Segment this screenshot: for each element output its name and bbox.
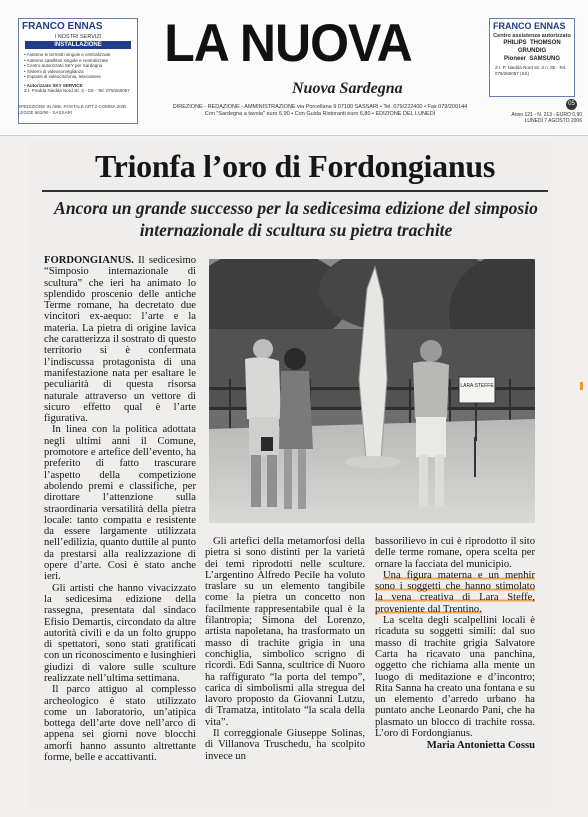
- headline-rule: [42, 190, 548, 192]
- paragraph: Il correggionale Giuseppe Solinas, di Villanova Truschedu, ha scolpito invece un: [205, 728, 365, 762]
- paragraph: bassorilievo in cui è riprodotto il sito delle terme romane, opera scelta per ornare la facciata del municipio.: [375, 536, 535, 570]
- brand-philips: PHILIPS: [503, 40, 527, 46]
- ad-line: • Antenne tv terrestri singole e centralizzate: [24, 52, 111, 57]
- masthead-editions: Con "Sardegna a tavola" euro 6,90 • Con Guida Ristoranti euro 6,80 • EDIZIONE DEL LUNEDÌ: [204, 111, 436, 117]
- ad-service-list: [19, 50, 137, 96]
- highlighted-paragraph: [375, 570, 535, 615]
- highlight-mark: [580, 382, 583, 390]
- masthead-address: DIREZIONE - REDAZIONE - AMMINISTRAZIONE via Porcellana 9 07100 SASSARI • Tel. 079/222400 • Fax 079/200144: [172, 104, 468, 110]
- ad-line: • Sistemi di videosorveglianza: [24, 68, 84, 74]
- ad-subtitle: I NOSTRI SERVIZI: [54, 34, 102, 40]
- paragraph: Gli artefici della metamorfosi della pietra si sono distinti per la varietà dei temi riprodotti nelle sculture. L’argentino Alfredo Pecile ha voluto traslare su un elemento tangibile come la pietra un concetto non facilmente rappresentabile qual è la filantropia; Simona del Lorenzo, artista napoletana, ha trasformato un masso di trachite grigia in una conchiglia, simbolico scrigno di ricordi. Edi Sanna, scultrice di Nuoro ha raffigurato “la porta del tempo”, carica di simbolismi alla stregua del lavoro proposto da Giovanni Lutzu, di Tramatza, intitolato “la scala della vita”.: [205, 536, 365, 728]
- brand-grundig: GRUNDIG: [517, 48, 547, 54]
- author-signature: Maria Antonietta Cossu: [426, 740, 535, 752]
- postal-note: SPEDIZIONE IN ABB. POSTALE ART.2 COMMA 20/B LEGGE 662/96 - SASSARI: [18, 104, 126, 115]
- ad-footer: • Autorizzato SKY SERVICE: [24, 82, 83, 88]
- dateline: FORDONGIANUS.: [44, 255, 134, 266]
- issue-date: LUNEDÌ 7 AGOSTO 2006: [524, 118, 582, 124]
- paragraph: La scelta degli scalpellini locali è ricaduta su soggetti simili: dal suo masso di trachite grigia Salvatore Carta ha ricavato una panchina, oggetto che richiama alla mente un luogo di meditazione e d’incontro; Rita Sanna ha creato una fontana e su un elemento d’arredo urbano ha puntato anche Leonardo Pani, che ha plasmato un blocco di trachite rossa. L’oro di Fordongianus.: [375, 615, 535, 740]
- ad-title: FRANCO ENNAS: [493, 21, 566, 31]
- ad-address: Z.I. P. Niedda Nord str. 3 n. 85 - Tel. 079/260057 (SS): [495, 65, 567, 76]
- article-headline: Trionfa l’oro di Fordongianus: [95, 148, 495, 184]
- article-photo: [209, 259, 535, 523]
- brand-pioneer: Pioneer: [503, 56, 526, 62]
- ad-line: • Antenne satellitari singole e centralizzate: [24, 57, 109, 63]
- highlighted-text: Una figura materna e un menhir sono i soggetti che hanno stimolato la vena creativa di Lara Steffe, proveniente dal Trentino.: [375, 569, 535, 615]
- paragraph: Gli artisti che hanno vivacizzato la sedicesima edizione della rassegna, presentata dal sindaco Efisio Demartis, circondato da altre autorità civili e da un folto gruppo di spettatori, sono stati gratificati con un riconoscimento e lusinghieri giudizi di valore sulle sculture realizzate nell’ultima settimana.: [44, 582, 196, 684]
- ad-line: • Impianti di videocitofonia, telecamere: [24, 74, 101, 79]
- article-column-2: [205, 536, 365, 762]
- page-number-badge: 05: [566, 99, 577, 110]
- advertisement-right: [489, 18, 575, 97]
- paragraph-text: Il sedicesimo “Simposio internazionale di scultura” che ieri ha animato lo splendido proscenio delle antiche Terme romane, ha decretato due vincitori ex-aequo: l’arte e la materia. La pietra di origine lavica che caratterizza il sostrato di questo territorio si è confermata l’indiscussa protagonista di una manifestazione nata per esaltare le peculiarità di questa risorsa naturale attraverso un vettore di sicuro effetto qual è l’arte figurativa.: [44, 255, 196, 425]
- article-deck: Ancora un grande successo per la sedicesima edizione del simposio internazionale di scultura su pietra trachite: [54, 198, 538, 240]
- masthead-info: [155, 104, 485, 118]
- ad-address: Z.I. Predda Niedda Nord str. 3 - SS - Tel. 079/260057: [24, 88, 130, 93]
- photo-sign-text: LARA STEFFE: [460, 383, 494, 389]
- article-column-1: [44, 255, 196, 763]
- newspaper-logo-subtitle: Nuova Sardegna: [292, 80, 403, 97]
- brand-samsung: SAMSUNG: [529, 56, 561, 62]
- paragraph: Il parco attiguo al complesso archeologico è stato utilizzato come un laboratorio, un’atipica bottega dell’arte dove nell’arco di appena sei giorni nove blocchi amorfi hanno assunto altrettante forme, belle e accattivanti.: [44, 684, 196, 764]
- photo-illustration: [209, 259, 535, 523]
- issue-info: [500, 112, 582, 124]
- ad-subtitle: Centro assistenza autorizzato: [493, 33, 571, 39]
- ad-banner: INSTALLAZIONE: [25, 41, 131, 49]
- paragraph: In linea con la politica adottata negli ultimi anni il Comune, promotore e artefice dell’evento, ha preferito di fatto trascurare l’aspetto della competizione abolendo premi e classifiche, per dirottare l’attenzione sulla straordinaria versatilità della pietra locale: tanto compatta e resistente da essere largamente utilizzata nell’edilizia, quanto duttile al punto da prestarsi alla realizzazione di opere d’arte. Così è stato anche ieri.: [44, 424, 196, 583]
- ad-line: • Centro autorizzato SKY per Sardegna: [24, 63, 103, 68]
- paragraph: [44, 255, 196, 424]
- brand-list: [490, 39, 574, 63]
- newspaper-logo: LA NUOVA: [164, 13, 412, 73]
- article-column-3: [375, 536, 535, 752]
- ad-title: FRANCO ENNAS: [22, 21, 103, 32]
- brand-thomson: THOMSON: [530, 40, 561, 46]
- issue-number: Anno 121 - N. 213 - EURO 0,90: [511, 112, 582, 118]
